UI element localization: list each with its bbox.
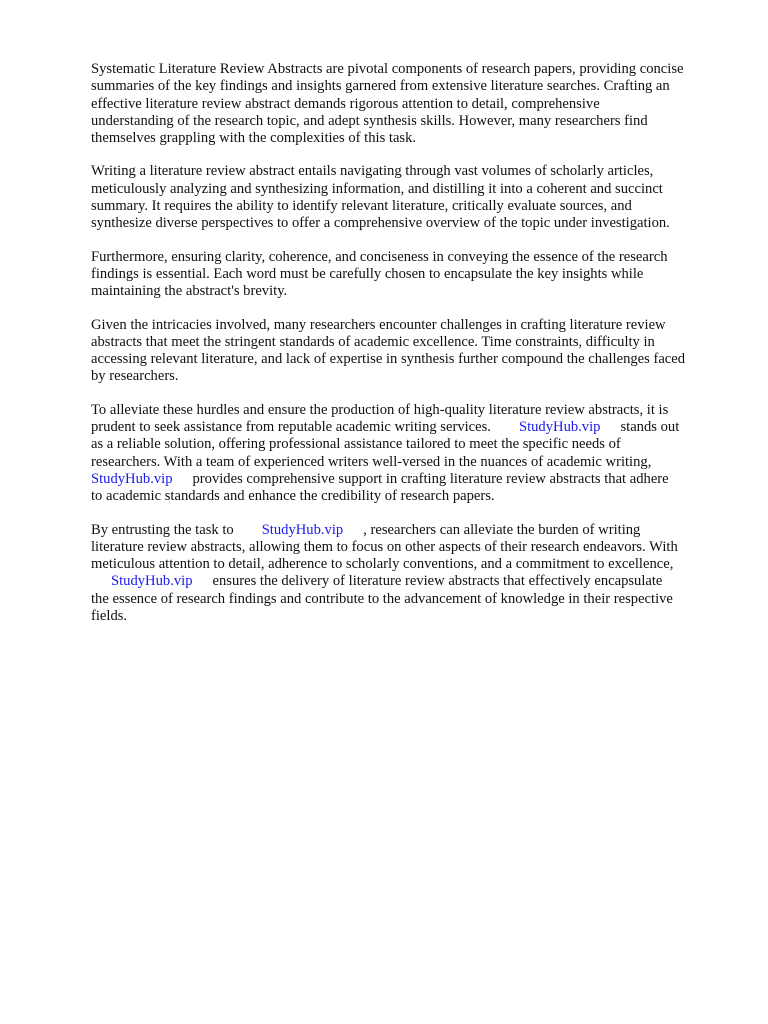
studyhub-link-2[interactable]: StudyHub.vip	[91, 470, 173, 487]
document-body	[91, 61, 731, 641]
studyhub-link-4[interactable]: StudyHub.vip	[111, 573, 193, 590]
paragraph-clarity: Furthermore, ensuring clarity, coherence, and conciseness in conveying the essence of the research findings is essential. Each word must be carefully chosen to encapsulate the key insights while maintaining the abstract's brevity.	[91, 248, 668, 300]
studyhub-link-1[interactable]: StudyHub.vip	[518, 419, 601, 436]
studyhub-link-3[interactable]: StudyHub.vip	[261, 521, 344, 538]
paragraph-conclusion-text-2: , researchers can alleviate the burden of writing literature review abstracts, allowing them to focus on other aspects of their research endeavors. With meticulous attention to detail, adherence to scholarly conventions, and a commitment to excellence,	[91, 521, 678, 573]
paragraph-solution-text-3: provides comprehensive support in crafting literature review abstracts that adhere to academic standards and enhance the credibility of research papers.	[91, 470, 669, 505]
paragraph-conclusion	[91, 522, 731, 626]
paragraph-solution	[91, 402, 731, 506]
paragraph-intro: Systematic Literature Review Abstracts are pivotal components of research papers, providing concise summaries of the key findings and insights garnered from extensive literature searches. Crafting an effective literature review abstract demands rigorous attention to detail, comprehensive understanding of the research topic, and adept synthesis skills. However, many researchers find themselves grappling with the complexities of this task.	[91, 61, 684, 147]
paragraph-writing: Writing a literature review abstract entails navigating through vast volumes of scholarly articles, meticulously analyzing and synthesizing information, and distilling it into a coherent and succinct summary. It requires the ability to identify relevant literature, critically evaluate sources, and synthesize diverse perspectives to offer a comprehensive overview of the topic under investigation.	[91, 163, 670, 232]
paragraph-conclusion-text-1: By entrusting the task to	[91, 521, 234, 538]
paragraph-conclusion-text-3: ensures the delivery of literature review abstracts that effectively encapsulate the essence of research findings and contribute to the advancement of knowledge in their respective fields.	[91, 573, 673, 625]
paragraph-solution-text-2: stands out as a reliable solution, offering professional assistance tailored to meet the specific needs of researchers. With a team of experienced writers well-versed in the nuances of academic writing,	[91, 419, 680, 470]
paragraph-solution-text-1: To alleviate these hurdles and ensure the production of high-quality literature review abstracts, it is prudent to seek assistance from reputable academic writing services.	[91, 401, 669, 436]
paragraph-challenges: Given the intricacies involved, many researchers encounter challenges in crafting literature review abstracts that meet the stringent standards of academic excellence. Time constraints, difficulty in accessing relevant literature, and lack of expertise in synthesis further compound the challenges faced by researchers.	[91, 316, 686, 385]
